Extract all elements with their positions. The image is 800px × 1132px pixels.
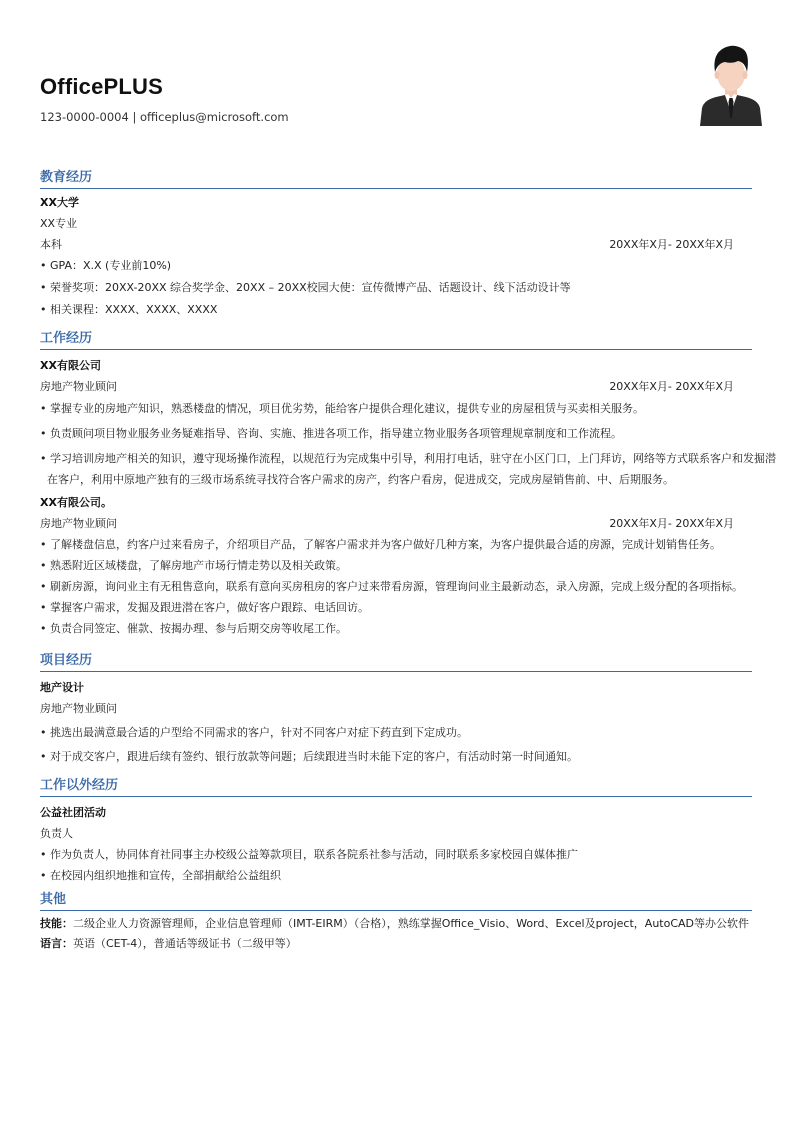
language-label: 语言：	[40, 937, 73, 950]
school-name: XX大学	[40, 196, 79, 209]
project-section	[40, 651, 752, 767]
list-item	[40, 448, 776, 490]
language-text: 英语（CET-4），普通话等级证书（二级甲等）	[73, 937, 297, 950]
job-date: 20XX年X月- 20XX年X月	[609, 380, 734, 393]
list-item: • 负责顾问项目物业服务业务疑难指导、咨询、实施、推进各项工作，指导建立物业服务各项管理规章制度和工作流程。	[40, 427, 622, 440]
contact-info: 123-0000-0004 | officeplus@microsoft.com	[40, 110, 289, 124]
section-title-project: 项目经历	[40, 651, 752, 672]
list-item: • 作为负责人，协同体育社同事主办校级公益筹款项目，联系各院系社参与活动，同时联系多家校园自媒体推广	[40, 848, 578, 861]
list-item: • GPA：X.X (专业前10%)	[40, 259, 172, 272]
project-name: 地产设计	[40, 681, 84, 694]
job-role-row	[40, 376, 752, 397]
section-title-extra: 工作以外经历	[40, 776, 752, 797]
section-title-other: 其他	[40, 890, 752, 911]
list-item: • 荣誉奖项：20XX-20XX 综合奖学金、20XX – 20XX校园大使：宣传微博产品、话题设计、线下活动设计等	[40, 281, 571, 294]
skills-row	[40, 914, 752, 934]
education-date: 20XX年X月- 20XX年X月	[609, 238, 734, 251]
project-role: 房地产物业顾问	[40, 702, 117, 715]
list-item: • 在校园内组织地推和宣传，全部捐献给公益组织	[40, 869, 281, 882]
skills-label: 技能：	[40, 917, 73, 930]
list-item: • 熟悉附近区域楼盘，了解房地产市场行情走势以及相关政策。	[40, 559, 347, 572]
company-name: XX有限公司。	[40, 496, 112, 509]
work-section	[40, 329, 776, 639]
list-item: • 了解楼盘信息，约客户过来看房子，介绍项目产品，了解客户需求并为客户做好几种方案，为客户提供最合适的房源，完成计划销售任务。	[40, 538, 721, 551]
job-date: 20XX年X月- 20XX年X月	[609, 517, 734, 530]
other-section	[40, 890, 752, 954]
list-item: • 掌握专业的房地产知识，熟悉楼盘的情况，项目优劣势，能给客户提供合理化建议，提供专业的房屋租赁与买卖相关服务。	[40, 402, 644, 415]
degree-row	[40, 234, 752, 255]
language-row	[40, 934, 752, 954]
activity-name: 公益社团活动	[40, 806, 106, 819]
section-title-work: 工作经历	[40, 329, 752, 350]
education-section	[40, 168, 752, 320]
list-item-line: 在客户，利用中原地产独有的三级市场系统寻找符合客户需求的房产，约客户看房，促进成交，完成房屋销售前、中、后期服务。	[47, 473, 674, 486]
list-item: • 对于成交客户，跟进后续有签约、银行放款等问题；后续跟进当时未能下定的客户，有活动时第一时间通知。	[40, 750, 578, 763]
extra-section	[40, 776, 752, 886]
list-item: • 挑选出最满意最合适的户型给不同需求的客户，针对不同客户对症下药直到下定成功。	[40, 726, 468, 739]
job-role-row	[40, 513, 752, 534]
candidate-name: OfficePLUS	[40, 74, 164, 99]
major: XX专业	[40, 217, 78, 230]
job-role: 房地产物业顾问	[40, 380, 117, 393]
degree: 本科	[40, 238, 62, 251]
list-item-line: • 学习培训房地产相关的知识，遵守现场操作流程，以规范行为完成集中引导，利用打电话，驻守在小区门口，上门拜访，网络等方式联系客户和发掘潜	[40, 452, 776, 465]
list-item: • 负责合同签定、催款、按揭办理、参与后期交房等收尾工作。	[40, 622, 347, 635]
list-item: • 掌握客户需求，发掘及跟进潜在客户，做好客户跟踪、电话回访。	[40, 601, 369, 614]
activity-role: 负责人	[40, 827, 73, 840]
skills-text: 二级企业人力资源管理师，企业信息管理师（IMT-EIRM）（合格），熟练掌握Office_Visio、Word、Excel及project，AutoCAD等办公软件	[73, 917, 750, 930]
section-title-education: 教育经历	[40, 168, 752, 189]
list-item: • 刷新房源，询问业主有无租售意向，联系有意向买房租房的客户过来带看房源，管理询问业主最新动态，录入房源，完成上级分配的各项指标。	[40, 580, 743, 593]
list-item: • 相关课程：XXXX、XXXX、XXXX	[40, 303, 218, 316]
avatar	[698, 42, 764, 126]
company-name: XX有限公司	[40, 359, 101, 372]
job-role: 房地产物业顾问	[40, 517, 117, 530]
